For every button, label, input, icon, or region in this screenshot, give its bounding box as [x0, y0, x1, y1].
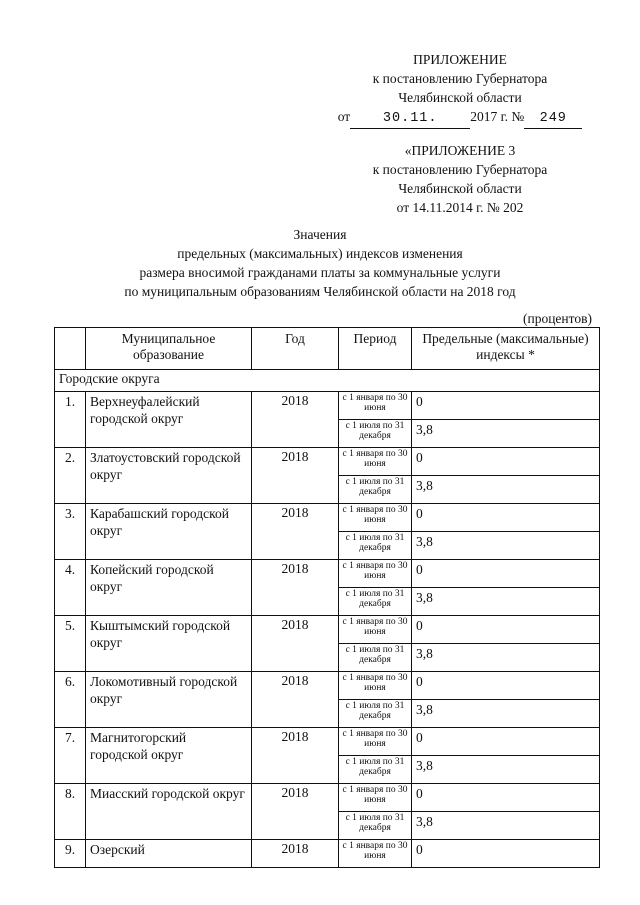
municipality-name: Карабашский городской округ — [86, 504, 252, 560]
table-row — [55, 504, 600, 532]
table-header-row — [55, 328, 600, 370]
header-num — [55, 328, 86, 370]
municipality-name: Озерский — [86, 840, 252, 868]
header-period: Период — [339, 328, 412, 370]
table-row — [55, 448, 600, 476]
index-first-half: 0 — [412, 840, 600, 868]
index-first-half: 0 — [412, 504, 600, 532]
row-number: 8. — [55, 784, 86, 840]
index-second-half: 3,8 — [412, 420, 600, 448]
title-line1: Значения — [293, 227, 347, 242]
date-value: 30.11. — [350, 109, 470, 129]
row-number: 7. — [55, 728, 86, 784]
appendix3-line4: от 14.11.2014 г. № 202 — [396, 200, 524, 215]
appendix3-header — [330, 141, 590, 217]
period-second-half: с 1 июля по 31 декабря — [339, 644, 412, 672]
municipality-name: Златоустовский городской округ — [86, 448, 252, 504]
from-label: от — [337, 109, 351, 124]
index-first-half: 0 — [412, 392, 600, 420]
header-index: Предельные (максимальные) индексы * — [412, 328, 600, 370]
row-year: 2018 — [252, 448, 339, 504]
appendix-title: ПРИЛОЖЕНИЕ — [413, 52, 507, 67]
period-first-half: с 1 января по 30 июня — [339, 728, 412, 756]
row-year: 2018 — [252, 560, 339, 616]
row-number: 5. — [55, 616, 86, 672]
row-year: 2018 — [252, 840, 339, 868]
row-number: 3. — [55, 504, 86, 560]
row-number: 9. — [55, 840, 86, 868]
index-second-half: 3,8 — [412, 588, 600, 616]
index-second-half: 3,8 — [412, 476, 600, 504]
period-first-half: с 1 января по 30 июня — [339, 840, 412, 868]
period-first-half: с 1 января по 30 июня — [339, 504, 412, 532]
municipality-name: Кыштымский городской округ — [86, 616, 252, 672]
header-year: Год — [252, 328, 339, 370]
period-second-half: с 1 июля по 31 декабря — [339, 812, 412, 840]
period-first-half: с 1 января по 30 июня — [339, 560, 412, 588]
municipality-name: Магнитогорский городской округ — [86, 728, 252, 784]
municipality-name: Локомотивный городской округ — [86, 672, 252, 728]
index-first-half: 0 — [412, 448, 600, 476]
period-second-half: с 1 июля по 31 декабря — [339, 420, 412, 448]
table-row — [55, 672, 600, 700]
row-number: 6. — [55, 672, 86, 728]
title-line2: предельных (максимальных) индексов изменения — [177, 246, 463, 261]
row-number: 4. — [55, 560, 86, 616]
index-first-half: 0 — [412, 728, 600, 756]
unit-label: (процентов) — [522, 311, 592, 326]
index-first-half: 0 — [412, 672, 600, 700]
row-number: 1. — [55, 392, 86, 448]
appendix-line3: Челябинской области — [398, 90, 522, 105]
index-second-half: 3,8 — [412, 700, 600, 728]
index-first-half: 0 — [412, 560, 600, 588]
period-first-half: с 1 января по 30 июня — [339, 672, 412, 700]
title-line4: по муниципальным образованиям Челябинской области на 2018 год — [124, 284, 516, 299]
index-first-half: 0 — [412, 616, 600, 644]
table-row — [55, 392, 600, 420]
number-value: 249 — [524, 109, 582, 129]
section-label: Городские округа — [55, 370, 600, 392]
period-first-half: с 1 января по 30 июня — [339, 392, 412, 420]
appendix3-line2: к постановлению Губернатора — [372, 162, 548, 177]
appendix-header — [330, 50, 590, 129]
municipality-name: Миасский городской округ — [86, 784, 252, 840]
period-second-half: с 1 июля по 31 декабря — [339, 700, 412, 728]
row-year: 2018 — [252, 616, 339, 672]
table-row — [55, 560, 600, 588]
index-second-half: 3,8 — [412, 644, 600, 672]
year-text: 2017 г. № — [470, 109, 525, 124]
appendix3-line3: Челябинской области — [398, 181, 522, 196]
period-first-half: с 1 января по 30 июня — [339, 448, 412, 476]
section-row — [55, 370, 600, 392]
title-line3: размера вносимой гражданами платы за коммунальные услуги — [139, 265, 501, 280]
header-muni: Муниципальное образование — [86, 328, 252, 370]
period-first-half: с 1 января по 30 июня — [339, 784, 412, 812]
row-year: 2018 — [252, 728, 339, 784]
document-title — [40, 225, 600, 301]
row-year: 2018 — [252, 392, 339, 448]
period-second-half: с 1 июля по 31 декабря — [339, 588, 412, 616]
row-number: 2. — [55, 448, 86, 504]
period-second-half: с 1 июля по 31 декабря — [339, 476, 412, 504]
municipality-name: Копейский городской округ — [86, 560, 252, 616]
period-second-half: с 1 июля по 31 декабря — [339, 756, 412, 784]
appendix-date-line — [338, 107, 583, 129]
table-row — [55, 840, 600, 868]
row-year: 2018 — [252, 504, 339, 560]
period-second-half: с 1 июля по 31 декабря — [339, 532, 412, 560]
municipality-name: Верхнеуфалейский городской округ — [86, 392, 252, 448]
index-second-half: 3,8 — [412, 812, 600, 840]
appendix-line2: к постановлению Губернатора — [372, 71, 548, 86]
appendix3-title: «ПРИЛОЖЕНИЕ 3 — [404, 143, 516, 158]
table-row — [55, 728, 600, 756]
indices-table — [54, 327, 600, 868]
row-year: 2018 — [252, 784, 339, 840]
period-first-half: с 1 января по 30 июня — [339, 616, 412, 644]
index-second-half: 3,8 — [412, 756, 600, 784]
index-first-half: 0 — [412, 784, 600, 812]
table-row — [55, 616, 600, 644]
row-year: 2018 — [252, 672, 339, 728]
table-row — [55, 784, 600, 812]
index-second-half: 3,8 — [412, 532, 600, 560]
